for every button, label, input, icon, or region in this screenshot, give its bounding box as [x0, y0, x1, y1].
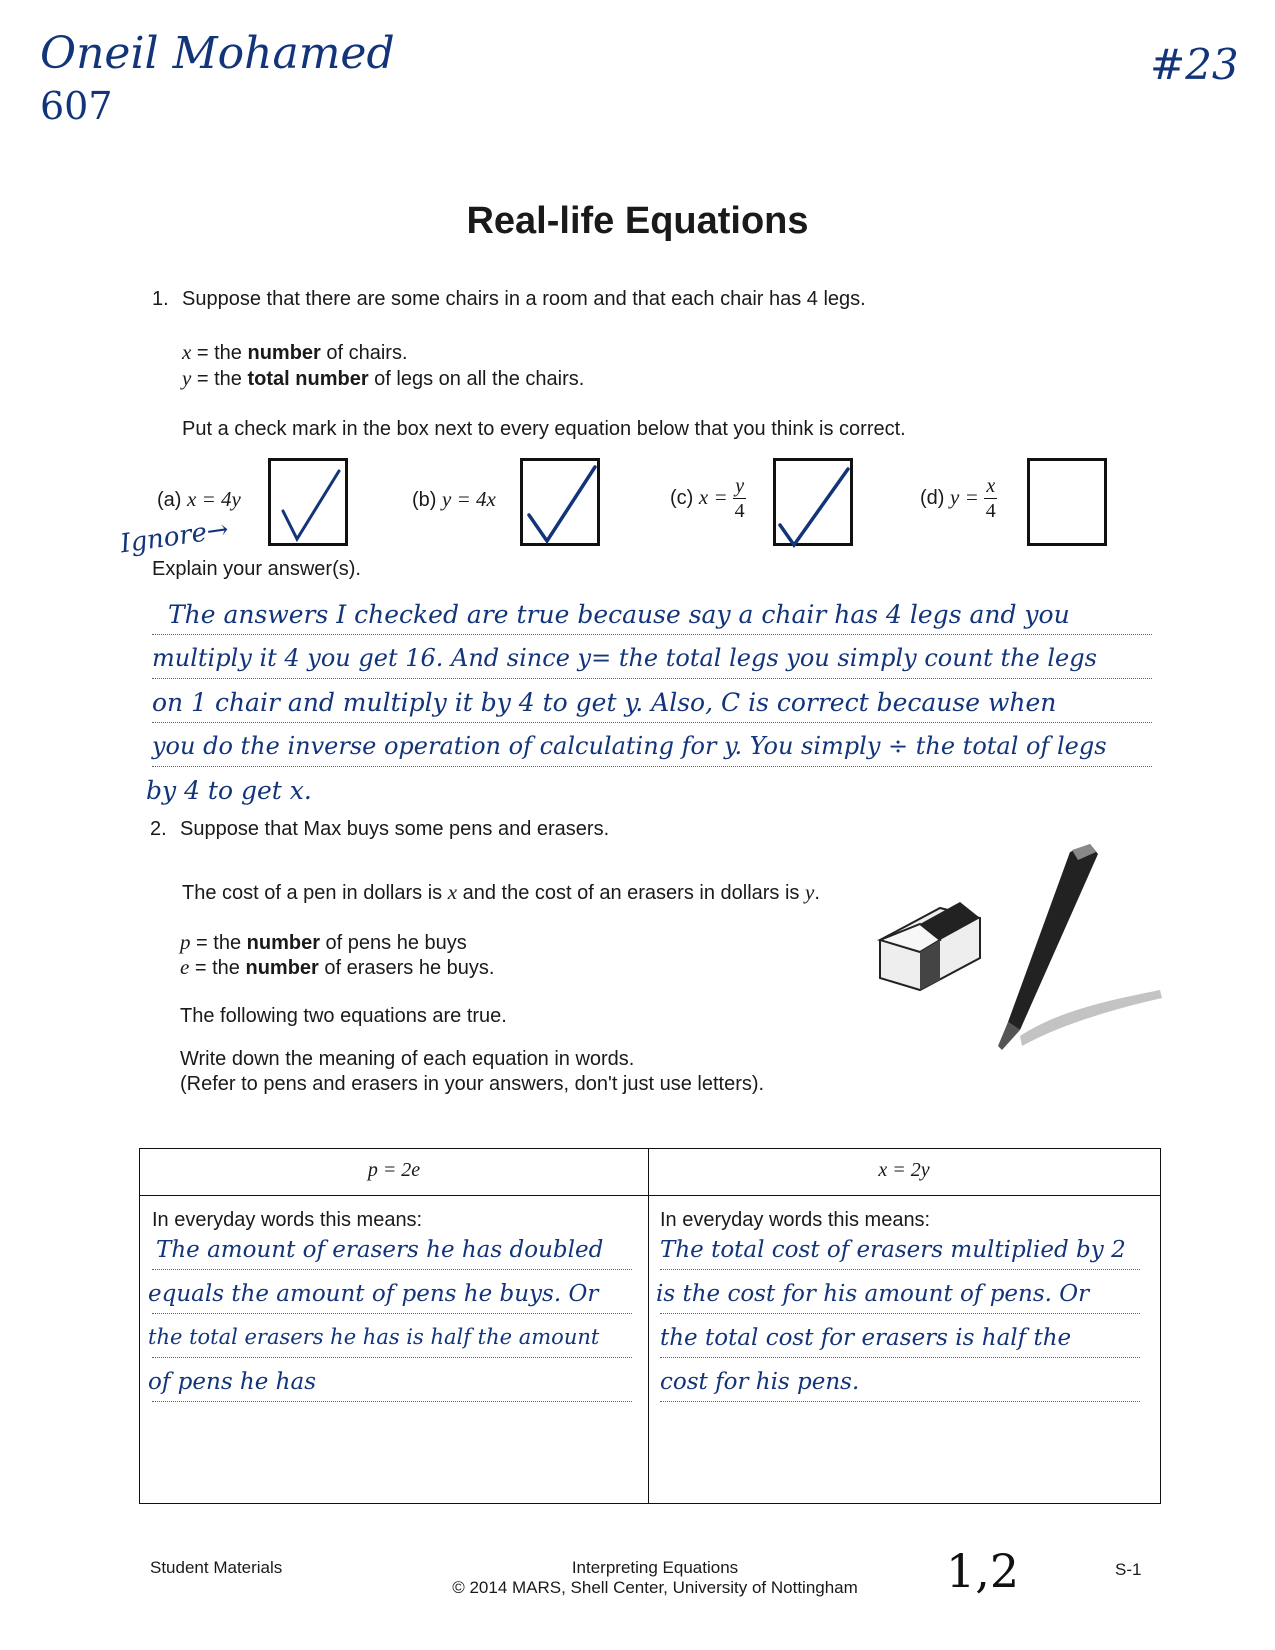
- check-mark-icon: [776, 461, 856, 549]
- q1-answer-line-5: by 4 to get x.: [146, 776, 312, 805]
- q1-prompt: Suppose that there are some chairs in a room and that each chair has 4 legs.: [182, 288, 866, 310]
- checkbox-d[interactable]: [1027, 458, 1107, 546]
- checkbox-a[interactable]: [268, 458, 348, 546]
- footer-page: S-1: [1115, 1560, 1142, 1579]
- table-label-right: In everyday words this means:: [660, 1209, 931, 1231]
- class-number: 607: [40, 84, 113, 128]
- check-mark-icon: [271, 461, 351, 549]
- answer-line-1: [152, 634, 1152, 635]
- footer-center-title: Interpreting Equations: [571, 1558, 739, 1577]
- ignore-note: Ignore→: [118, 514, 231, 560]
- q2-def-e: e = the number of erasers he buys.: [180, 955, 495, 979]
- right-answer-line-4: cost for his pens.: [660, 1369, 860, 1395]
- var-x: x: [182, 340, 192, 364]
- table-header-right: x = 2y: [878, 1159, 930, 1181]
- q1-def-x: x = the number of chairs.: [182, 340, 408, 364]
- q2-def-p: p = the number of pens he buys: [180, 930, 467, 954]
- option-c: (c) x = $\frac{y}{4}$: [670, 475, 745, 522]
- q2-write-text: Write down the meaning of each equation in words.: [180, 1048, 635, 1070]
- option-b: (b) y = 4x: [412, 487, 496, 511]
- student-name: Oneil Mohamed: [40, 28, 395, 79]
- fraction-y-over-4: $\frac{y}{4}$: [734, 475, 745, 522]
- q1-answer-line-2: multiply it 4 you get 16. And since y= the total legs you simply count the legs: [152, 644, 1097, 672]
- left-answer-line-4: of pens he has: [148, 1369, 316, 1395]
- q1-def-y: y = the total number of legs on all the chairs.: [182, 366, 585, 390]
- q2-prompt: Suppose that Max buys some pens and erasers.: [180, 818, 610, 840]
- pen-and-eraser-illustration: [870, 840, 1170, 1050]
- q2-number: 2.: [150, 818, 167, 840]
- page-number-handwritten: #23: [1150, 40, 1239, 89]
- left-answer-line-2: equals the amount of pens he buys. Or: [148, 1281, 599, 1307]
- q1-answer-line-1: The answers I checked are true because say a chair has 4 legs and you: [168, 600, 1070, 629]
- right-answer-line-1: The total cost of erasers multiplied by 2: [660, 1237, 1126, 1263]
- explain-label: Explain your answer(s).: [152, 558, 361, 580]
- checkbox-c[interactable]: [773, 458, 853, 546]
- table-label-left: In everyday words this means:: [152, 1209, 423, 1231]
- option-d: (d) y = $\frac{x}{4}$: [920, 475, 996, 522]
- q2-refer-text: (Refer to pens and erasers in your answers, don't just use letters).: [180, 1073, 765, 1095]
- right-answer-line-3: the total cost for erasers is half the: [660, 1325, 1072, 1351]
- table-header-left: p = 2e: [367, 1159, 421, 1181]
- q1-number: 1.: [152, 288, 169, 310]
- left-answer-line-3: the total erasers he has is half the amount: [148, 1325, 600, 1349]
- right-answer-line-2: is the cost for his amount of pens. Or: [656, 1281, 1090, 1307]
- equations-table: [139, 1148, 1161, 1504]
- score-handwritten: 1,2: [946, 1544, 1020, 1598]
- q2-cost-text: The cost of a pen in dollars is x and the cost of an erasers in dollars is y.: [182, 880, 820, 904]
- checkbox-b[interactable]: [520, 458, 600, 546]
- answer-line-4: [152, 766, 1152, 767]
- q2-true-text: The following two equations are true.: [180, 1005, 507, 1027]
- eraser-icon: [880, 902, 980, 990]
- left-answer-line-1: The amount of erasers he has doubled: [156, 1237, 604, 1263]
- page-title: Real-life Equations: [466, 200, 809, 242]
- fountain-pen-icon: [998, 844, 1162, 1050]
- fraction-x-over-4: $\frac{x}{4}$: [985, 475, 996, 522]
- footer-left: Student Materials: [150, 1558, 283, 1577]
- q1-answer-line-4: you do the inverse operation of calculating for y. You simply ÷ the total of legs: [152, 732, 1107, 760]
- q1-instruction: Put a check mark in the box next to every equation below that you think is correct.: [182, 418, 906, 440]
- var-y: y: [182, 366, 192, 390]
- answer-line-2: [152, 678, 1152, 679]
- option-a: (a) x = 4y: [157, 487, 241, 511]
- check-mark-icon: [523, 461, 603, 549]
- answer-line-3: [152, 722, 1152, 723]
- q1-answer-line-3: on 1 chair and multiply it by 4 to get y. Also, C is correct because when: [152, 688, 1057, 717]
- footer-copyright: © 2014 MARS, Shell Center, University of Nottingham: [452, 1578, 858, 1597]
